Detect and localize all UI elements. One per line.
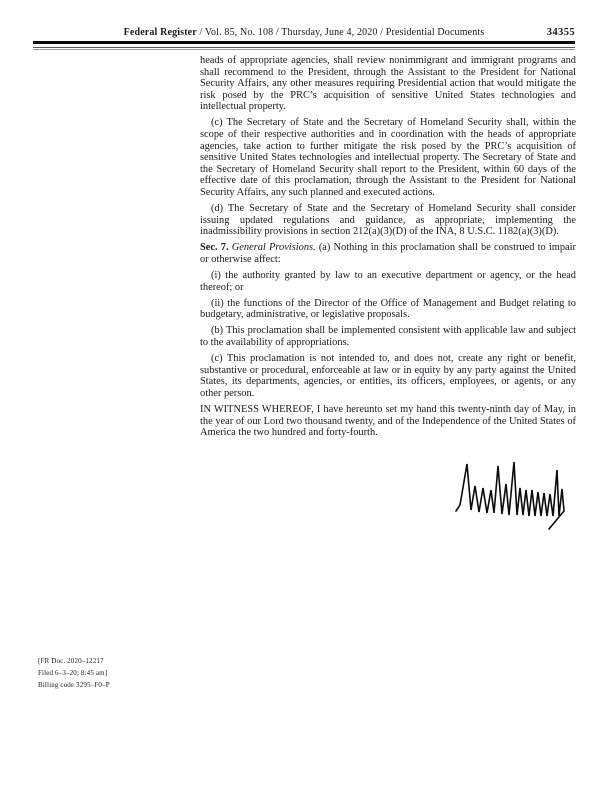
section-text: (a) Nothing in this proclamation shall be construed to impair or otherwise affect: [200, 242, 576, 265]
paragraph-witness-clause: IN WITNESS WHEREOF, I have hereunto set my hand this twenty-ninth day of May, in the year of our Lord two thousand twenty, and of the Independence of the United States of America the two hundred and forty-fourth. [200, 404, 576, 439]
paragraph-sec7-b: (b) This proclamation shall be implemented consistent with applicable law and subject to the availability of appropriations. [200, 325, 576, 349]
paragraph-sec6-d: (d) The Secretary of State and the Secretary of Homeland Security shall consider issuing updated regulations and guidance, as appropriate, implementing the inadmissibility provisions in section 212(a)(3)(D) of the INA, 8 U.S.C. 1182(a)(3)(D). [200, 203, 576, 238]
filed-stamp: Filed 6–3–20; 8:45 am] [38, 669, 108, 677]
section-number: Sec. 7. [200, 242, 229, 254]
paragraph-sec7-i: (i) the authority granted by law to an executive department or agency, or the head thereof; or [200, 270, 576, 293]
paragraph-continuation: heads of appropriate agencies, shall review nonimmigrant and immigrant programs and shall recommend to the President, through the Assistant to the President for National Security Affairs, any other measures requiring Presidential action that would mitigate the risk posed by the PRC’s acquisition of sensitive United States technologies and intellectual property. [200, 55, 576, 113]
document-body [200, 55, 576, 443]
fr-doc-number: [FR Doc. 2020–12217 [38, 657, 104, 665]
paragraph-sec7-ii: (ii) the functions of the Director of the Office of Management and Budget relating to budgetary, administrative, or legislative proposals. [200, 297, 576, 321]
page-number: 34355 [546, 27, 575, 38]
paragraph-sec7-c: (c) This proclamation is not intended to, and does not, create any right or benefit, substantive or procedural, enforceable at law or in equity by any party against the United States, its departments, agencies, or entities, its officers, employees, or agents, or any other person. [200, 353, 576, 399]
billing-code: Billing code 3295–F0–P [38, 681, 110, 689]
section-title: General Provisions. [231, 242, 316, 254]
issue-info: / Vol. 85, No. 108 / Thursday, June 4, 2020 / Presidential Documents [199, 27, 485, 38]
page-header [33, 27, 575, 39]
publication-name: Federal Register [123, 27, 197, 38]
header-rule-thick [33, 41, 575, 44]
page-footer [38, 655, 110, 691]
header-rule-thin [33, 47, 575, 50]
paragraph-sec7 [200, 242, 576, 265]
paragraph-sec6-c: (c) The Secretary of State and the Secretary of Homeland Security shall, within the scope of their respective authorities and in coordination with the heads of appropriate agencies, take action to further mitigate the risk posed by the PRC’s acquisition of sensitive United States technologies and intellectual property. The Secretary of State and the Secretary of Homeland Security shall report to the President, within 60 days of the effective date of this proclamation, through the Assistant to the President for National Security Affairs, any such planned and executed actions. [200, 117, 576, 199]
presidential-signature-icon [452, 459, 572, 532]
header-title [33, 27, 575, 39]
